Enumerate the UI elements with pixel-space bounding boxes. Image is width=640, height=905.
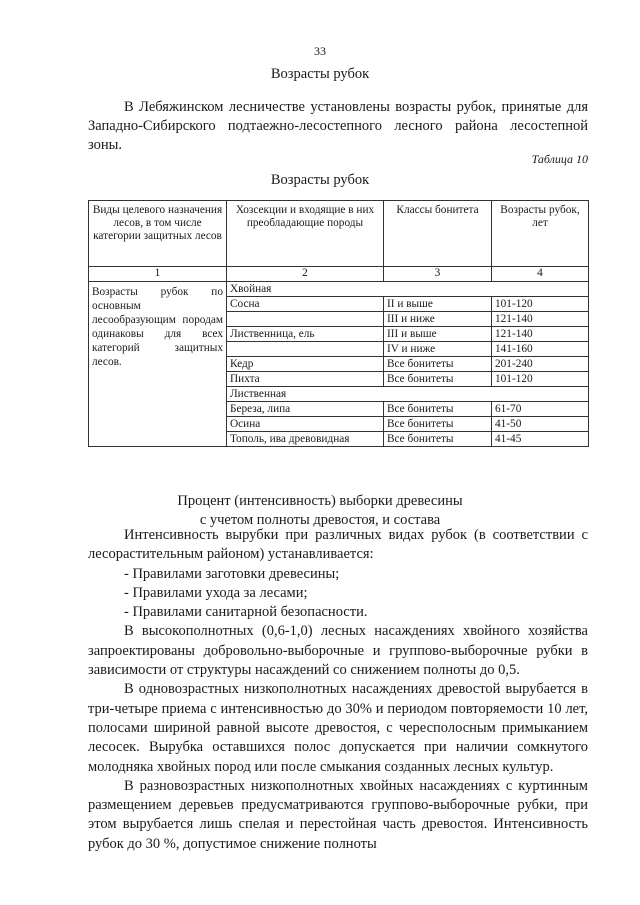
- class-cell: Все бонитеты: [384, 402, 492, 417]
- class-cell: Все бонитеты: [384, 372, 492, 387]
- class-cell: Все бонитеты: [384, 417, 492, 432]
- age-cell: 41-45: [492, 432, 589, 447]
- species-cell: Лиственница, ель: [227, 327, 384, 342]
- age-cell: 101-120: [492, 297, 589, 312]
- section-title-line: с учетом полноты древостоя, и состава: [199, 512, 441, 528]
- column-number: 2: [227, 267, 384, 282]
- class-cell: II и выше: [384, 297, 492, 312]
- purpose-category-cell: Возрасты рубок по основным лесообразующим породам одинаковы для всех категорий защитных лесов.: [89, 282, 227, 447]
- table-row: [89, 282, 589, 297]
- cutting-age-table: [88, 200, 589, 447]
- species-cell: Пихта: [227, 372, 384, 387]
- table-header-cell: Возрасты рубок, лет: [492, 201, 589, 267]
- table-header-cell: Хозсекции и входящие в них преобладающие породы: [227, 201, 384, 267]
- body-text: [88, 526, 588, 854]
- species-cell: Сосна: [227, 297, 384, 312]
- paragraph: Интенсивность вырубки при различных видах рубок (в соответствии с лесорастительным районом) устанавливается:: [88, 527, 588, 563]
- list-item: - Правилами санитарной безопасности.: [124, 604, 368, 621]
- class-cell: Все бонитеты: [384, 432, 492, 447]
- table-header-cell: Виды целевого назначения лесов, в том числе категории защитных лесов: [89, 201, 227, 267]
- table-title: Возрасты рубок: [270, 172, 370, 188]
- paragraph: В высокополнотных (0,6-1,0) лесных насаждениях хвойного хозяйства запроектированы добровольно-выборочные и группово-выборочные рубки в зависимости от структуры насаждений со снижением полноты до 0,5.: [88, 623, 588, 679]
- class-cell: III и ниже: [384, 312, 492, 327]
- species-cell: Тополь, ива древовидная: [227, 432, 384, 447]
- paragraph: В одновозрастных низкополнотных насаждениях древостой вырубается в три-четыре приема с интенсивностью до 30% и периодом повторяемости 10 лет, полосами шириной равной высоте древостоя, с чересполосным примыканием лесосек. Вырубка оставшихся полос допускается при наличии сомкнутого молодняка хвойных пород или после смыкания созданных лесных культур.: [88, 681, 588, 775]
- species-cell: Осина: [227, 417, 384, 432]
- age-cell: 101-120: [492, 372, 589, 387]
- section-group-cell: Хвойная: [227, 282, 589, 297]
- table-header-cell: Классы бонитета: [384, 201, 492, 267]
- section-title-line: Процент (интенсивность) выборки древесины: [177, 493, 463, 509]
- table-label: Таблица 10: [531, 152, 588, 166]
- age-cell: 201-240: [492, 357, 589, 372]
- section-title: [0, 492, 640, 530]
- list-item: - Правилами заготовки древесины;: [124, 565, 340, 582]
- species-cell: Кедр: [227, 357, 384, 372]
- age-cell: 41-50: [492, 417, 589, 432]
- age-cell: 121-140: [492, 312, 589, 327]
- column-number: 4: [492, 267, 589, 282]
- age-cell: 141-160: [492, 342, 589, 357]
- page-number: 33: [314, 44, 326, 58]
- paragraph: В разновозрастных низкополнотных хвойных насаждениях с куртинным размещением деревьев предусматриваются группово-выборочные рубки, при этом вырубается лишь спелая и перестойная часть древостоя. Интенсивность рубок до 30 %, допустимое снижение полноты: [88, 777, 588, 852]
- species-cell: [227, 342, 384, 357]
- page-heading: Возрасты рубок: [270, 66, 370, 82]
- list-item: - Правилами ухода за лесами;: [124, 584, 308, 601]
- age-cell: 61-70: [492, 402, 589, 417]
- intro-paragraph: В Лебяжинском лесничестве установлены возрасты рубок, принятые для Западно-Сибирского подтаежно-лесостепного лесного района лесостепной зоны.: [88, 99, 588, 153]
- species-cell: [227, 312, 384, 327]
- age-cell: 121-140: [492, 327, 589, 342]
- class-cell: Все бонитеты: [384, 357, 492, 372]
- column-number: 3: [384, 267, 492, 282]
- class-cell: IV и ниже: [384, 342, 492, 357]
- species-cell: Береза, липа: [227, 402, 384, 417]
- class-cell: III и выше: [384, 327, 492, 342]
- column-number: 1: [89, 267, 227, 282]
- section-group-cell: Лиственная: [227, 387, 589, 402]
